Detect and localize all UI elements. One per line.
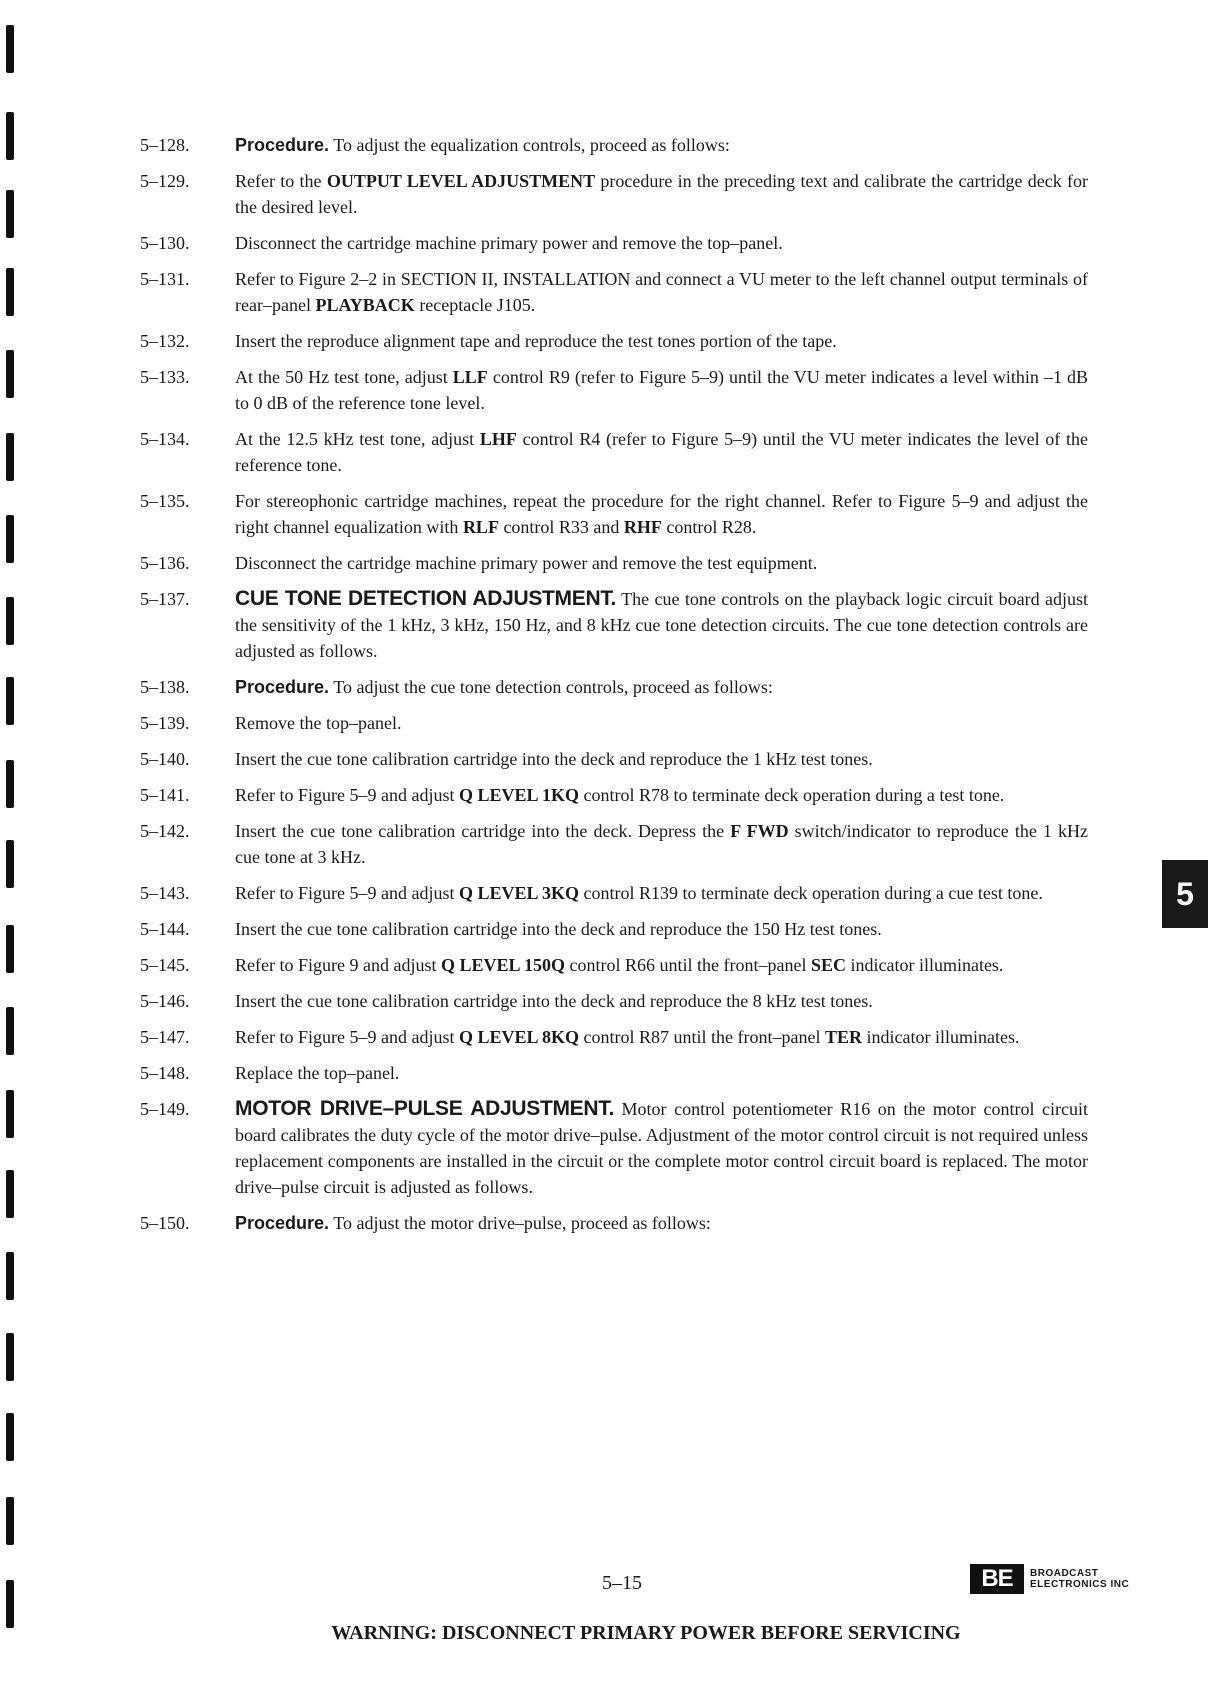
emphasis-text: RLF: [462, 517, 499, 537]
text-run: control R9 (refer to Figure 5–9) until the VU meter indicates a level within –1 dB to 0 dB of the reference tone level.: [235, 367, 1088, 413]
paragraph: [140, 782, 1088, 808]
text-run: Remove the top–panel.: [235, 713, 402, 733]
paragraph-number: 5–129.: [140, 171, 190, 191]
paragraph-text: [235, 550, 1088, 576]
paragraph-text: [235, 988, 1088, 1014]
paragraph-text: [235, 880, 1088, 906]
binding-mark: [6, 433, 14, 481]
paragraph-number: 5–145.: [140, 955, 190, 975]
paragraph-number: 5–130.: [140, 233, 190, 253]
paragraph: [140, 746, 1088, 772]
be-logo-icon: BE: [970, 1564, 1024, 1594]
binding-mark: [6, 677, 14, 725]
emphasis-text: MOTOR DRIVE–PULSE ADJUSTMENT.: [235, 1097, 614, 1120]
paragraph-number: 5–150.: [140, 1213, 190, 1233]
paragraph: [140, 880, 1088, 906]
paragraph: [140, 586, 1088, 664]
text-run: Refer to the: [235, 171, 327, 191]
paragraph-number: 5–138.: [140, 677, 190, 697]
paragraph-number: 5–133.: [140, 367, 190, 387]
paragraph: [140, 230, 1088, 256]
paragraph: [140, 488, 1088, 540]
paragraph: [140, 364, 1088, 416]
text-run: receptacle J105.: [414, 295, 536, 315]
text-run: Disconnect the cartridge machine primary power and remove the top–panel.: [235, 233, 783, 253]
text-run: Disconnect the cartridge machine primary power and remove the test equipment.: [235, 553, 818, 573]
text-run: control R33 and: [498, 517, 624, 537]
paragraph: [140, 1060, 1088, 1086]
emphasis-text: LHF: [479, 429, 517, 449]
emphasis-text: Procedure.: [235, 1213, 330, 1233]
section-tab: 5: [1162, 860, 1208, 928]
paragraph-number: 5–137.: [140, 589, 190, 609]
paragraph-text: [235, 266, 1088, 318]
binding-mark: [6, 1413, 14, 1461]
binding-mark: [6, 25, 14, 73]
text-run: control R4 (refer to Figure 5–9) until the VU meter indicates the level of the reference tone.: [235, 429, 1088, 475]
paragraph-number: 5–148.: [140, 1063, 190, 1083]
binding-mark: [6, 1090, 14, 1138]
paragraph-number: 5–134.: [140, 429, 190, 449]
text-run: indicator illuminates.: [861, 1027, 1020, 1047]
paragraph-text: [235, 168, 1088, 220]
paragraph-text: [235, 1210, 1088, 1236]
paragraph: [140, 916, 1088, 942]
paragraph-text: [235, 1024, 1088, 1050]
paragraph-text: [235, 230, 1088, 256]
emphasis-text: RHF: [623, 517, 662, 537]
binding-mark: [6, 515, 14, 563]
binding-mark: [6, 1252, 14, 1300]
logo-line-2: ELECTRONICS INC: [1030, 1579, 1130, 1590]
paragraph-text: [235, 916, 1088, 942]
binding-mark: [6, 840, 14, 888]
text-run: switch/indicator to reproduce the 1 kHz cue tone at 3 kHz.: [235, 821, 1088, 867]
paragraph: [140, 674, 1088, 700]
paragraph: [140, 952, 1088, 978]
text-run: Insert the cue tone calibration cartridge into the deck. Depress the: [235, 821, 731, 841]
paragraph-text: [235, 488, 1088, 540]
binding-mark: [6, 1170, 14, 1218]
paragraph-number: 5–135.: [140, 491, 190, 511]
text-run: control R87 until the front–panel: [579, 1027, 825, 1047]
binding-mark: [6, 597, 14, 645]
paragraph-text: [235, 1060, 1088, 1086]
paragraph: [140, 328, 1088, 354]
paragraph-text: [235, 586, 1088, 664]
paragraph-text: [235, 746, 1088, 772]
paragraph: [140, 818, 1088, 870]
binding-mark: [6, 1007, 14, 1055]
paragraph-text: [235, 782, 1088, 808]
text-run: Motor control potentiometer R16 on the motor control circuit board calibrates the duty cycle of the motor drive–pulse. Adjustment of the motor control circuit is not required unless replacement components are installed in the circuit or the complete motor control circuit board is replaced. The motor drive–pulse circuit is adjusted as follows.: [235, 1099, 1088, 1197]
text-run: Insert the cue tone calibration cartridge into the deck and reproduce the 1 kHz test tones.: [235, 749, 873, 769]
text-run: Refer to Figure 5–9 and adjust: [235, 883, 459, 903]
emphasis-text: PLAYBACK: [315, 295, 415, 315]
text-run: Insert the reproduce alignment tape and reproduce the test tones portion of the tape.: [235, 331, 837, 351]
binding-mark: [6, 925, 14, 973]
warning-footer: WARNING: DISCONNECT PRIMARY POWER BEFORE SERVICING: [331, 1622, 961, 1644]
paragraph-number: 5–144.: [140, 919, 190, 939]
paragraph-text: [235, 674, 1088, 700]
paragraph-text: [235, 364, 1088, 416]
text-run: At the 50 Hz test tone, adjust: [235, 367, 453, 387]
text-run: To adjust the motor drive–pulse, proceed as follows:: [329, 1213, 711, 1233]
text-run: At the 12.5 kHz test tone, adjust: [235, 429, 480, 449]
paragraph-number: 5–143.: [140, 883, 190, 903]
paragraph-text: [235, 710, 1088, 736]
text-run: For stereophonic cartridge machines, repeat the procedure for the right channel. Refer to Figure 5–9 and adjust the right channel equalization with: [235, 491, 1088, 537]
paragraph: [140, 266, 1088, 318]
text-run: Refer to Figure 9 and adjust: [235, 955, 441, 975]
emphasis-text: Q LEVEL 150Q: [440, 955, 565, 975]
emphasis-text: LLF: [452, 367, 488, 387]
binding-mark: [6, 350, 14, 398]
emphasis-text: CUE TONE DETECTION ADJUSTMENT.: [235, 587, 617, 610]
emphasis-text: F FWD: [730, 821, 789, 841]
text-run: Insert the cue tone calibration cartridge into the deck and reproduce the 8 kHz test tones.: [235, 991, 873, 1011]
paragraph-text: [235, 1096, 1088, 1200]
binding-mark: [6, 1580, 14, 1628]
paragraph: [140, 1210, 1088, 1236]
text-run: control R139 to terminate deck operation during a cue test tone.: [579, 883, 1043, 903]
text-run: Insert the cue tone calibration cartridge into the deck and reproduce the 150 Hz test tones.: [235, 919, 882, 939]
paragraph-text: [235, 132, 1088, 158]
text-run: indicator illuminates.: [845, 955, 1004, 975]
paragraph-number: 5–131.: [140, 269, 190, 289]
binding-mark: [6, 1497, 14, 1545]
paragraph-number: 5–136.: [140, 553, 190, 573]
paragraph: [140, 1096, 1088, 1200]
text-run: control R28.: [661, 517, 757, 537]
text-run: procedure in the preceding text and calibrate the cartridge deck for the desired level.: [235, 171, 1088, 217]
text-run: The cue tone controls on the playback logic circuit board adjust the sensitivity of the 1 kHz, 3 kHz, 150 Hz, and 8 kHz cue tone detection circuits. The cue tone detection controls are adjusted as follows.: [235, 589, 1088, 661]
emphasis-text: OUTPUT LEVEL ADJUSTMENT: [326, 171, 596, 191]
binding-mark: [6, 268, 14, 316]
text-run: Refer to Figure 5–9 and adjust: [235, 785, 459, 805]
paragraph-number: 5–146.: [140, 991, 190, 1011]
paragraph: [140, 426, 1088, 478]
paragraph: [140, 550, 1088, 576]
paragraph-number: 5–142.: [140, 821, 190, 841]
paragraph-number: 5–147.: [140, 1027, 190, 1047]
paragraph-text: [235, 426, 1088, 478]
emphasis-text: Procedure.: [235, 677, 330, 697]
text-run: To adjust the cue tone detection controls, proceed as follows:: [329, 677, 773, 697]
emphasis-text: Q LEVEL 8KQ: [458, 1027, 580, 1047]
text-run: control R66 until the front–panel: [565, 955, 811, 975]
procedure-text: [140, 132, 1088, 1246]
paragraph: [140, 710, 1088, 736]
emphasis-text: SEC: [810, 955, 846, 975]
logo-line-1: BROADCAST: [1030, 1568, 1099, 1579]
text-run: Replace the top–panel.: [235, 1063, 400, 1083]
emphasis-text: TER: [824, 1027, 862, 1047]
paragraph-number: 5–149.: [140, 1099, 190, 1119]
text-run: To adjust the equalization controls, proceed as follows:: [329, 135, 730, 155]
binding-mark: [6, 1333, 14, 1381]
paragraph: [140, 132, 1088, 158]
company-logo: [970, 1564, 1129, 1594]
paragraph: [140, 988, 1088, 1014]
paragraph-number: 5–140.: [140, 749, 190, 769]
emphasis-text: Procedure.: [235, 135, 330, 155]
paragraph: [140, 1024, 1088, 1050]
emphasis-text: Q LEVEL 1KQ: [458, 785, 580, 805]
paragraph-number: 5–132.: [140, 331, 190, 351]
paragraph-text: [235, 818, 1088, 870]
paragraph-text: [235, 952, 1088, 978]
binding-mark: [6, 112, 14, 160]
text-run: Refer to Figure 2–2 in SECTION II, INSTALLATION and connect a VU meter to the left channel output terminals of rear–panel: [235, 269, 1088, 315]
paragraph: [140, 168, 1088, 220]
emphasis-text: Q LEVEL 3KQ: [458, 883, 580, 903]
page-number: 5–15: [602, 1572, 642, 1594]
binding-mark: [6, 760, 14, 808]
binding-mark: [6, 190, 14, 238]
text-run: Refer to Figure 5–9 and adjust: [235, 1027, 459, 1047]
paragraph-text: [235, 328, 1088, 354]
text-run: control R78 to terminate deck operation during a test tone.: [579, 785, 1005, 805]
paragraph-number: 5–141.: [140, 785, 190, 805]
paragraph-number: 5–128.: [140, 135, 190, 155]
logo-text: [1030, 1568, 1129, 1590]
paragraph-number: 5–139.: [140, 713, 190, 733]
